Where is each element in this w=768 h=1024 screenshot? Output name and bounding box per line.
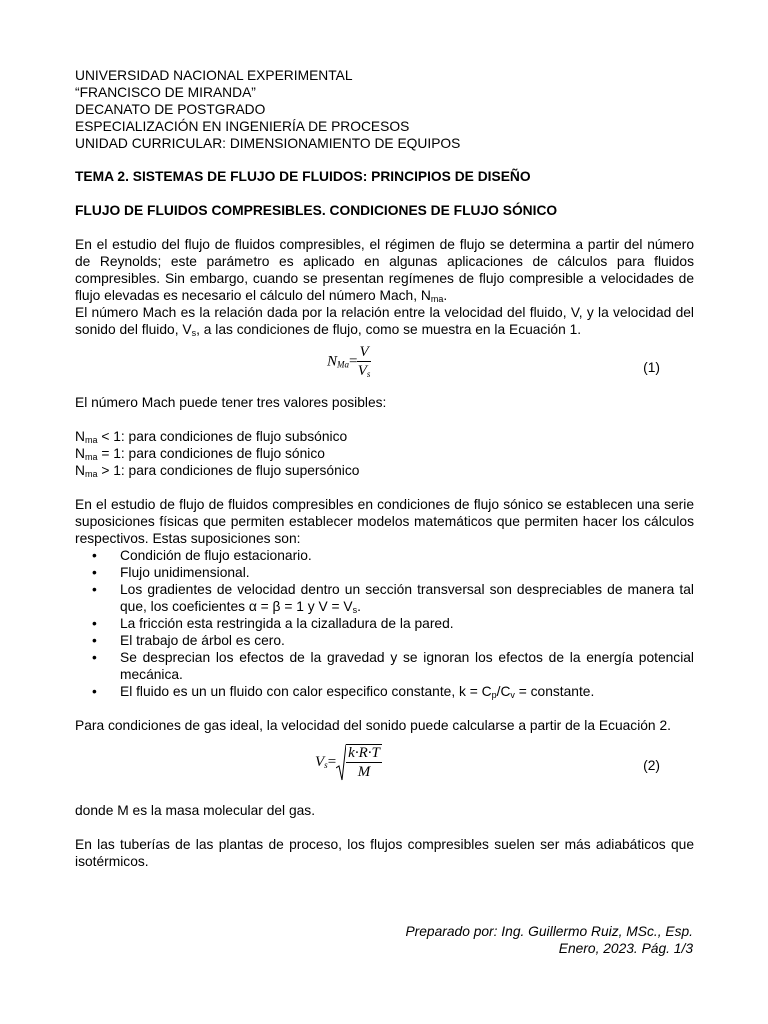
mach-value-sonic: $N_{ma} = 1$: para condiciones de flujo sónico — [75, 446, 325, 462]
molecular-mass-note: donde M es la masa molecular del gas. — [75, 803, 316, 818]
page-footer — [405, 923, 693, 957]
assumption-item: • Flujo unidimensional. — [75, 564, 694, 581]
radical-sign-icon — [336, 744, 346, 782]
section-title: FLUJO DE FLUIDOS COMPRESIBLES. CONDICIONES DE FLUJO SÓNICO — [75, 203, 558, 218]
equation-1 — [75, 338, 694, 394]
ideal-gas-paragraph: Para condiciones de gas ideal, la velocidad del sonido puede calcularse a partir de la Ecuación 2. — [75, 718, 671, 733]
topic-title: TEMA 2. SISTEMAS DE FLUJO DE FLUIDOS: PRINCIPIOS DE DISEÑO — [75, 169, 531, 184]
equation-2 — [75, 734, 694, 802]
mach-value-supersonic: $N_{ma} > 1$: para condiciones de flujo supersónico — [75, 463, 360, 479]
sound-speed-formula: $V_s=$ $\frac{k\cdot R\cdot T}{M}$ — [315, 745, 380, 780]
footer-author: Preparado por: Ing. Guillermo Ruiz, MSc., Esp. — [405, 924, 693, 939]
assumption-item: • La fricción esta restringida a la cizalladura de la pared. — [75, 615, 694, 632]
assumption-item: • Se desprecian los efectos de la gravedad y se ignoran los efectos de la energía potencial mecánica. — [75, 649, 694, 683]
mach-formula: $N_{Ma}=$ $\frac{V}{V_s}$ — [327, 344, 371, 379]
equation-number-2: (2) — [643, 758, 660, 773]
closing-paragraph: En las tuberías de las plantas de proceso, los flujos compresibles suelen ser más adiabáticos que isotérmicos. — [75, 837, 694, 869]
institution-header — [75, 67, 694, 152]
mach-values-intro: El número Mach puede tener tres valores posibles: — [75, 395, 387, 410]
mach-definition-paragraph: El número Mach es la relación dada por la relación entre la velocidad del fluido, V, y la velocidad del sonido del fluido, $V_s$, a las condiciones de flujo, como se muestra en la Ecuación 1. — [75, 305, 694, 338]
equation-number-1: (1) — [643, 360, 660, 375]
header-line-course: UNIDAD CURRICULAR: DIMENSIONAMIENTO DE EQUIPOS — [75, 136, 461, 151]
mach-value-subsonic: $N_{ma} < 1$: para condiciones de flujo subsónico — [75, 429, 348, 445]
assumptions-list — [75, 547, 694, 700]
assumption-item: • Condición de flujo estacionario. — [75, 547, 694, 564]
page-content — [75, 67, 694, 870]
assumptions-intro: En el estudio de flujo de fluidos compresibles en condiciones de flujo sónico se establecen una serie suposiciones físicas que permiten establecer modelos matemáticos que permiten hacer los cálculos respectivos. Estas suposiciones son: — [75, 497, 694, 546]
mach-values-list — [75, 428, 694, 479]
assumption-item: • El fluido es un un fluido con calor especifico constante, $k = C_p/C_v$ = constante. — [75, 683, 694, 700]
header-line-name: “FRANCISCO DE MIRANDA” — [75, 85, 256, 100]
square-root: $\frac{k\cdot R\cdot T}{M}$ — [336, 744, 382, 781]
intro-paragraph: En el estudio del flujo de fluidos compresibles, el régimen de flujo se determina a partir del número de Reynolds; este parámetro es aplicado en algunas aplicaciones de cálculos para fluidos compresibles. Sin embargo, cuando se presentan regímenes de flujo compresible a velocidades de flujo elevadas es necesario el cálculo del número Mach, $N_{ma}$. — [75, 237, 694, 304]
assumption-item: • Los gradientes de velocidad dentro un sección transversal son despreciables de manera tal que, los coeficientes α = β = 1 y $V = V_s$. — [75, 581, 694, 615]
footer-date-page: Enero, 2023. Pág. 1/3 — [558, 941, 693, 956]
assumption-item: • El trabajo de árbol es cero. — [75, 632, 694, 649]
header-line-specialization: ESPECIALIZACIÓN EN INGENIERÍA DE PROCESOS — [75, 119, 410, 134]
header-line-university: UNIVERSIDAD NACIONAL EXPERIMENTAL — [75, 68, 353, 83]
header-line-deanery: DECANATO DE POSTGRADO — [75, 102, 266, 117]
